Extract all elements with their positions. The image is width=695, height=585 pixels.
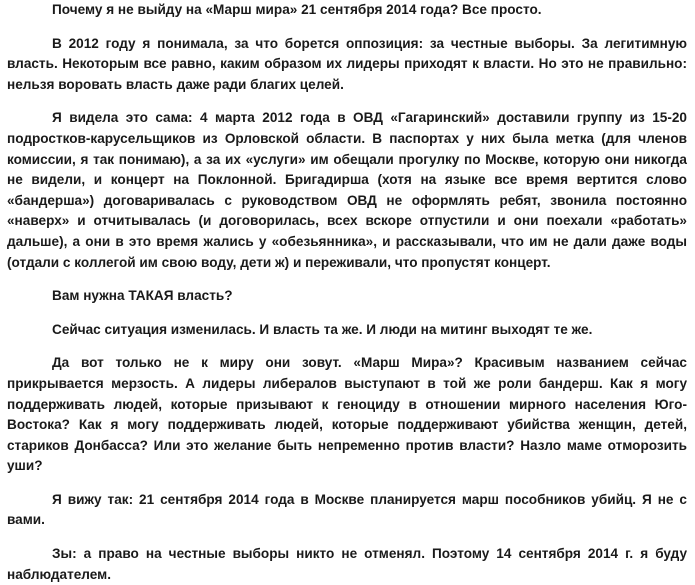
document-body bbox=[7, 0, 687, 585]
paragraph-title: Почему я не выйду на «Марш мира» 21 сентября 2014 года? Все просто. bbox=[52, 2, 542, 17]
paragraph-witness-account: Я видела это сама: 4 марта 2012 года в ОВД «Гагаринский» доставили группу из 15-20 подростков-карусельщиков из Орловской области. В паспортах у них была метка (для членов комиссии, я так понимаю), а за их «услуги» им обещали прогулку по Москве, которую они никогда не видели, и концерт на Поклонной. Бригадирша (хотя на языке все время вертится слово «бандерша») договаривалась с руководством ОВД не оформлять ребят, звонила постоянно «наверх» и отчитывалась (и договорилась, всех вскоре отпустили и они поехали «работать» дальше), а они в это время жались у «обезьянника», и рассказывали, что им не дали даже воды (отдали с коллегой им свою воду, дети ж) и переживали, что пропустят концерт. bbox=[7, 110, 687, 270]
paragraph-postscript: Зы: а право на честные выборы никто не отменял. Поэтому 14 сентября 2014 г. я буду наблюдателем. bbox=[7, 546, 687, 582]
paragraph-conclusion: Я вижу так: 21 сентября 2014 года в Москве планируется марш пособников убийц. Я не с вами. bbox=[7, 491, 687, 528]
paragraph-question: Вам нужна ТАКАЯ власть? bbox=[52, 288, 233, 304]
paragraph-2012-opposition: В 2012 году я понимала, за что борется оппозиция: за честные выборы. За легитимную власть. Некоторым все равно, каким образом их лидеры приходят к власти. Но это не правильно: нельзя воровать власть даже ради благих целей. bbox=[7, 35, 687, 92]
paragraph-peace-march: Да вот только не к миру они зовут. «Марш Мира»? Красивым названием сейчас прикрывается мерзость. А лидеры либералов выступают в той же роли бандерш. Как я могу поддерживать людей, которые призывают к геноциду в отношении мирного населения Юго-Востока? Как я могу поддерживать людей, которые поддерживают убийства женщин, детей, стариков Донбасса? Или это желание быть непременно против власти? Назло маме отморозить уши? bbox=[7, 355, 687, 474]
paragraph-situation-changed: Сейчас ситуация изменилась. И власть та же. И люди на митинг выходят те же. bbox=[52, 321, 593, 337]
